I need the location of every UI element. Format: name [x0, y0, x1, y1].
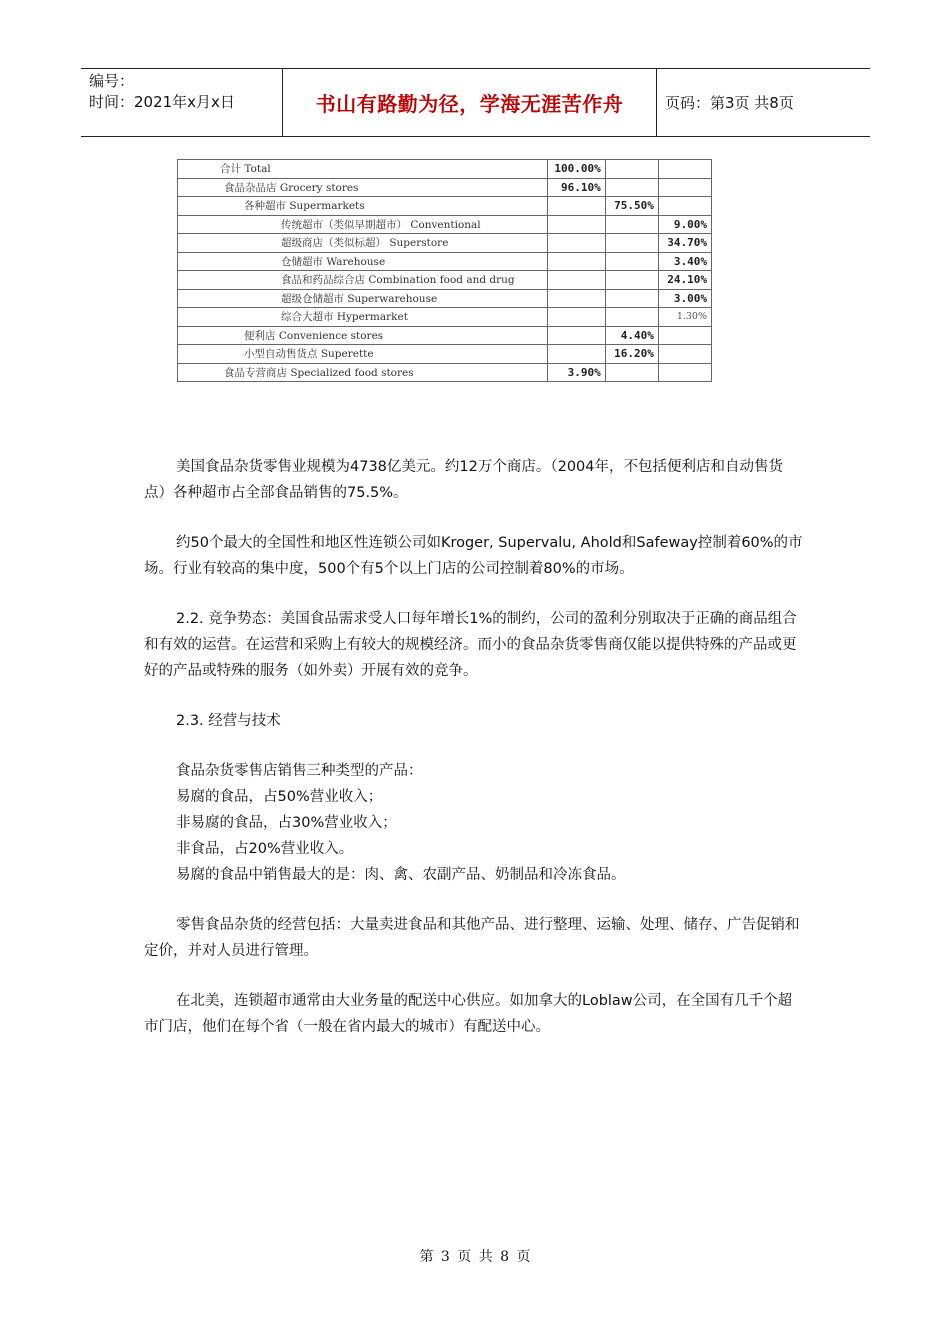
row-label: 便利店 Convenience stores	[178, 326, 548, 345]
cell-value: 96.10%	[547, 178, 605, 197]
body-content	[144, 454, 804, 1064]
list-item: 非食品，占20%营业收入。	[176, 841, 354, 857]
cell-value	[658, 345, 711, 364]
row-label: 超级商店（类似标超） Superstore	[178, 234, 548, 253]
cell-value: 16.20%	[605, 345, 658, 364]
header-left-cell	[81, 69, 283, 136]
cell-value	[605, 308, 658, 327]
table-row	[178, 160, 712, 179]
table-row	[178, 252, 712, 271]
list-item: 食品杂货零售店销售三种类型的产品：	[176, 763, 423, 779]
cell-value: 34.70%	[658, 234, 711, 253]
header-motto: 书山有路勤为径，学海无涯苦作舟	[283, 69, 657, 136]
table-row	[178, 178, 712, 197]
cell-value: 100.00%	[547, 160, 605, 179]
list-item: 非易腐的食品，占30%营业收入；	[176, 815, 397, 831]
cell-value	[547, 197, 605, 216]
cell-value	[605, 252, 658, 271]
paragraph-operations: 零售食品杂货的经营包括：大量卖进食品和其他产品、进行整理、运输、处理、储存、广告促销和定价，并对人员进行管理。	[144, 917, 800, 959]
cell-value	[547, 345, 605, 364]
table-row	[178, 271, 712, 290]
row-label: 食品杂品店 Grocery stores	[178, 178, 548, 197]
row-label: 传统超市（类似早期超市） Conventional	[178, 215, 548, 234]
table-row	[178, 197, 712, 216]
row-label: 小型自动售货点 Superette	[178, 345, 548, 364]
row-label: 食品专营商店 Specialized food stores	[178, 363, 548, 382]
cell-value	[605, 160, 658, 179]
row-label: 食品和药品综合店 Combination food and drug	[178, 271, 548, 290]
date-label: 时间：2021年x月x日	[89, 93, 235, 111]
cell-value	[547, 308, 605, 327]
section-heading-operations: 2.3. 经营与技术	[176, 713, 281, 729]
row-label: 综合大超市 Hypermarket	[178, 308, 548, 327]
paragraph-competition: 2.2. 竞争势态：美国食品需求受人口每年增长1%的制约，公司的盈利分别取决于正确的商品组合和有效的运营。在运营和采购上有较大的规模经济。而小的食品杂货零售商仅能以提供特殊的产品或更好的产品或特殊的服务（如外卖）开展有效的竞争。	[144, 611, 797, 679]
paragraph-chain-concentration: 约50个最大的全国性和地区性连锁公司如Kroger, Supervalu, Ahold和Safeway控制着60%的市场。行业有较高的集中度，500个有5个以上门店的公司控制着80%的市场。	[144, 535, 803, 577]
document-header	[81, 68, 870, 137]
cell-value: 75.50%	[605, 197, 658, 216]
cell-value: 4.40%	[605, 326, 658, 345]
cell-value	[547, 326, 605, 345]
cell-value	[658, 363, 711, 382]
cell-value	[547, 289, 605, 308]
cell-value	[547, 271, 605, 290]
cell-value	[605, 215, 658, 234]
paragraph-market-size: 美国食品杂货零售业规模为4738亿美元。约12万个商店。（2004年，不包括便利店和自动售货点）各种超市占全部食品销售的75.5%。	[144, 459, 784, 501]
number-label: 编号：	[89, 72, 135, 90]
row-label: 超级仓储超市 Superwarehouse	[178, 289, 548, 308]
cell-value	[605, 363, 658, 382]
list-item: 易腐的食品中销售最大的是：肉、禽、农副产品、奶制品和冷冻食品。	[176, 867, 626, 883]
cell-value	[547, 234, 605, 253]
table-row	[178, 308, 712, 327]
cell-value: 3.00%	[658, 289, 711, 308]
row-label: 各种超市 Supermarkets	[178, 197, 548, 216]
table-row	[178, 326, 712, 345]
table-row	[178, 363, 712, 382]
list-item: 易腐的食品，占50%营业收入；	[176, 789, 383, 805]
cell-value	[605, 178, 658, 197]
grocery-share-table	[177, 159, 712, 382]
cell-value: 1.30%	[658, 308, 711, 327]
cell-value	[605, 234, 658, 253]
cell-value	[605, 271, 658, 290]
product-type-list	[144, 758, 804, 888]
table-row	[178, 289, 712, 308]
cell-value: 24.10%	[658, 271, 711, 290]
cell-value	[605, 289, 658, 308]
cell-value	[547, 215, 605, 234]
header-page-label: 页码：第3页 共8页	[665, 94, 794, 112]
table-row	[178, 345, 712, 364]
row-label: 仓储超市 Warehouse	[178, 252, 548, 271]
cell-value	[658, 160, 711, 179]
cell-value	[658, 326, 711, 345]
cell-value	[658, 197, 711, 216]
table-row	[178, 234, 712, 253]
cell-value: 9.00%	[658, 215, 711, 234]
cell-value	[658, 178, 711, 197]
cell-value: 3.40%	[658, 252, 711, 271]
cell-value: 3.90%	[547, 363, 605, 382]
table-row	[178, 215, 712, 234]
paragraph-distribution: 在北美，连锁超市通常由大业务量的配送中心供应。如加拿大的Loblaw公司，在全国有几千个超市门店，他们在每个省（一般在省内最大的城市）有配送中心。	[144, 993, 793, 1035]
row-label: 合计 Total	[178, 160, 548, 179]
page-footer: 第 3 页 共 8 页	[419, 1249, 531, 1265]
cell-value	[547, 252, 605, 271]
